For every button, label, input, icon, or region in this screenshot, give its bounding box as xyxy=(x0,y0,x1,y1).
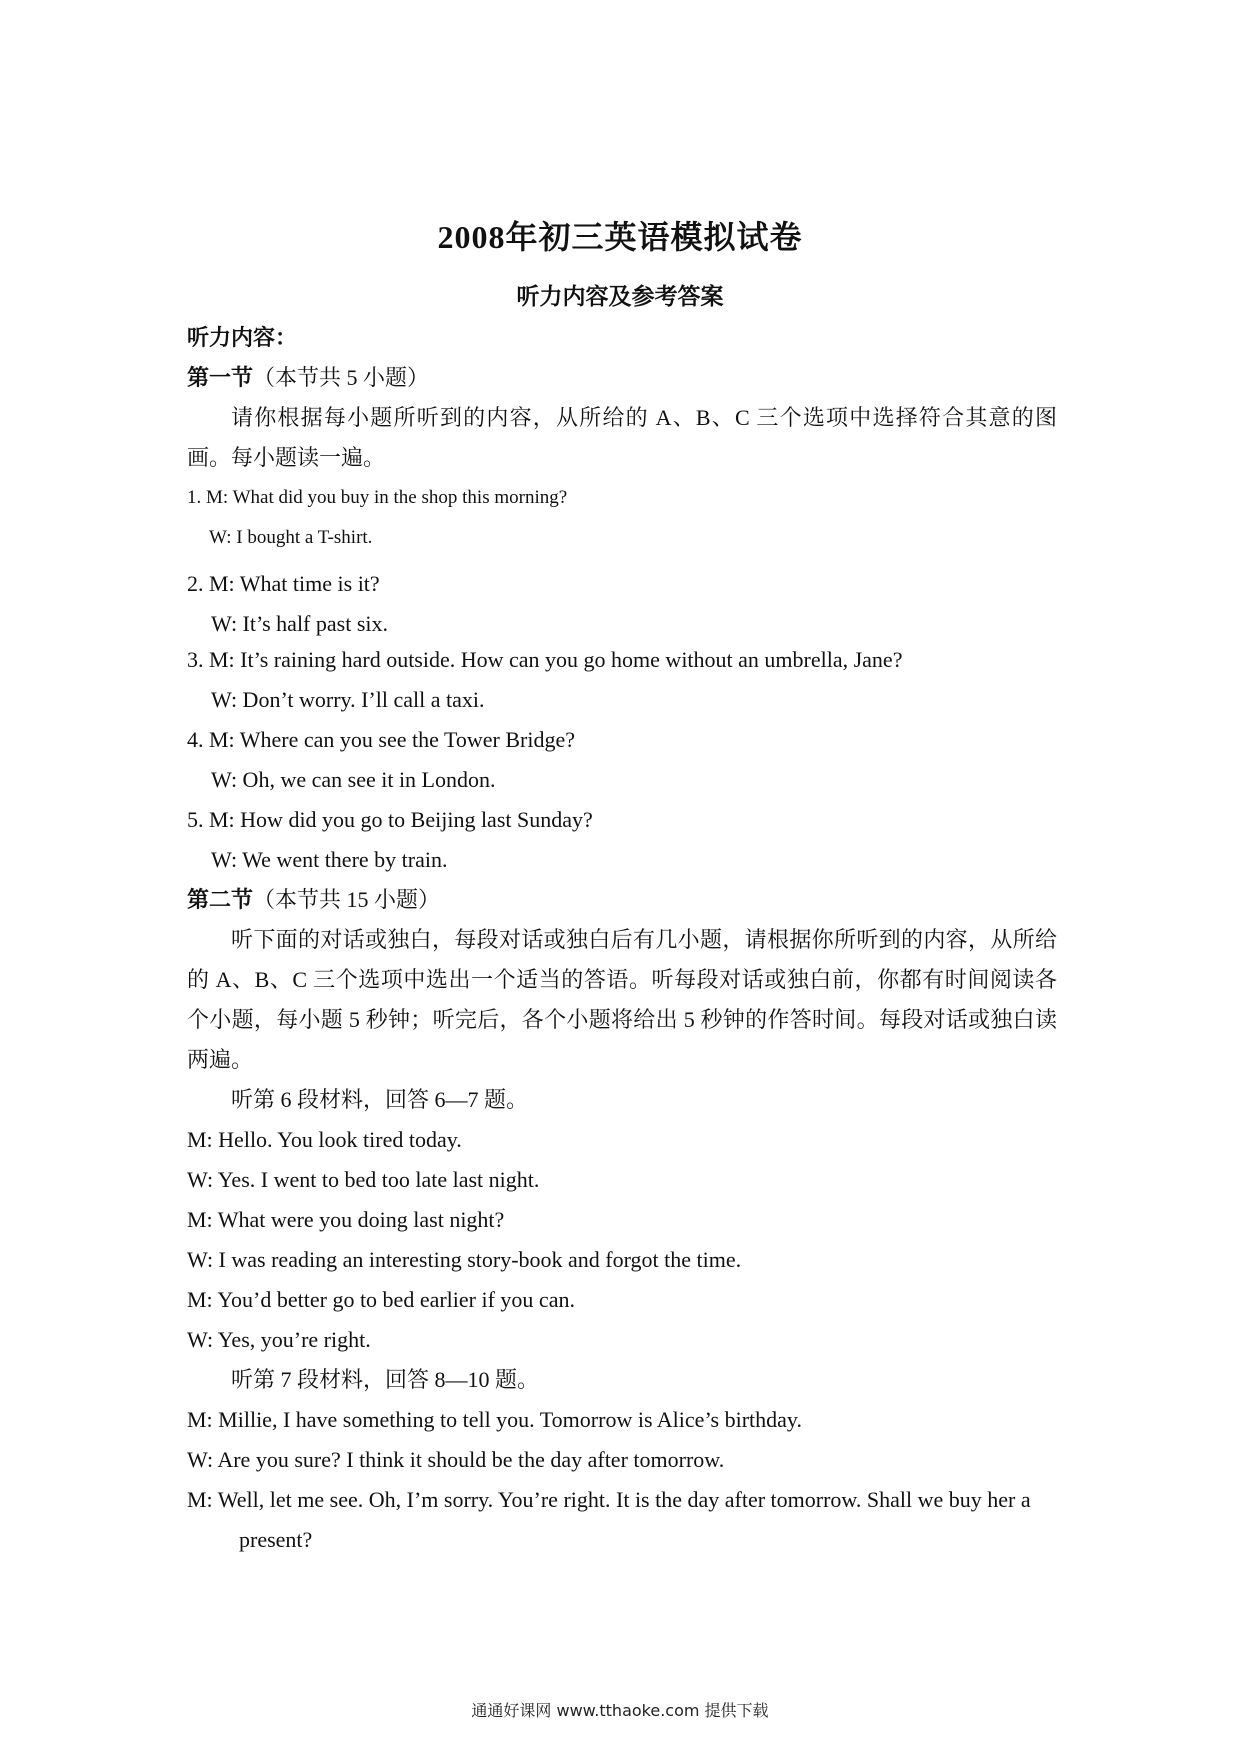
part6-intro: 听第 6 段材料，回答 6—7 题。 xyxy=(231,1087,529,1112)
section1-title: 第一节 xyxy=(187,365,254,390)
part6-line-3: M: What were you doing last night? xyxy=(187,1207,505,1232)
item-4-question: 4. M: Where can you see the Tower Bridge? xyxy=(187,727,576,752)
section1-note: （本节共 5 小题） xyxy=(253,365,430,390)
part7-intro: 听第 7 段材料，回答 8—10 题。 xyxy=(231,1367,540,1392)
item-2-question: 2. M: What time is it? xyxy=(187,571,380,596)
item-3-answer: W: Don’t worry. I’ll call a taxi. xyxy=(211,687,485,712)
item-2-answer: W: It’s half past six. xyxy=(211,611,388,636)
item-5-answer: W: We went there by train. xyxy=(211,847,448,872)
part7-line-3: M: Well, let me see. Oh, I’m sorry. You’re right. It is the day after tomorrow. Shall we buy her a present? xyxy=(187,1487,1031,1552)
section1-header xyxy=(187,358,1057,398)
section2-note: （本节共 15 小题） xyxy=(253,887,441,912)
item-5-question: 5. M: How did you go to Beijing last Sunday? xyxy=(187,807,593,832)
part6-line-4: W: I was reading an interesting story-book and forgot the time. xyxy=(187,1247,742,1272)
section2-title: 第二节 xyxy=(187,887,254,912)
page-title: 2008年初三英语模拟试卷 xyxy=(437,219,803,255)
document-body xyxy=(187,318,1057,1560)
part7-line-1: M: Millie, I have something to tell you. Tomorrow is Alice’s birthday. xyxy=(187,1407,803,1432)
part6-line-5: M: You’d better go to bed earlier if you can. xyxy=(187,1287,575,1312)
part6-line-6: W: Yes, you’re right. xyxy=(187,1327,371,1352)
item-1-question: 1. M: What did you buy in the shop this morning? xyxy=(187,487,568,508)
section2-header xyxy=(187,880,1057,920)
section1-instructions: 请你根据每小题所听到的内容，从所给的 A、B、C 三个选项中选择符合其意的图画。每小题读一遍。 xyxy=(187,405,1057,470)
section2-instructions: 听下面的对话或独白，每段对话或独白后有几小题，请根据你所听到的内容，从所给的 A、B、C 三个选项中选出一个适当的答语。听每段对话或独白前，你都有时间阅读各个小题，每小题 5 秒钟；听完后，各个小题将给出 5 秒钟的作答时间。每段对话或独白读两遍。 xyxy=(187,927,1057,1072)
part6-line-1: M: Hello. You look tired today. xyxy=(187,1127,462,1152)
page-footer: 通通好课网 www.tthaoke.com 提供下载 xyxy=(471,1701,769,1720)
listening-heading: 听力内容： xyxy=(187,325,298,350)
item-1-answer: W: I bought a T-shirt. xyxy=(209,527,373,548)
item-3-question: 3. M: It’s raining hard outside. How can you go home without an umbrella, Jane? xyxy=(187,647,903,672)
item-4-answer: W: Oh, we can see it in London. xyxy=(211,767,496,792)
part7-line-2: W: Are you sure? I think it should be the day after tomorrow. xyxy=(187,1447,725,1472)
page-subtitle: 听力内容及参考答案 xyxy=(516,284,724,309)
part6-line-2: W: Yes. I went to bed too late last night. xyxy=(187,1167,540,1192)
